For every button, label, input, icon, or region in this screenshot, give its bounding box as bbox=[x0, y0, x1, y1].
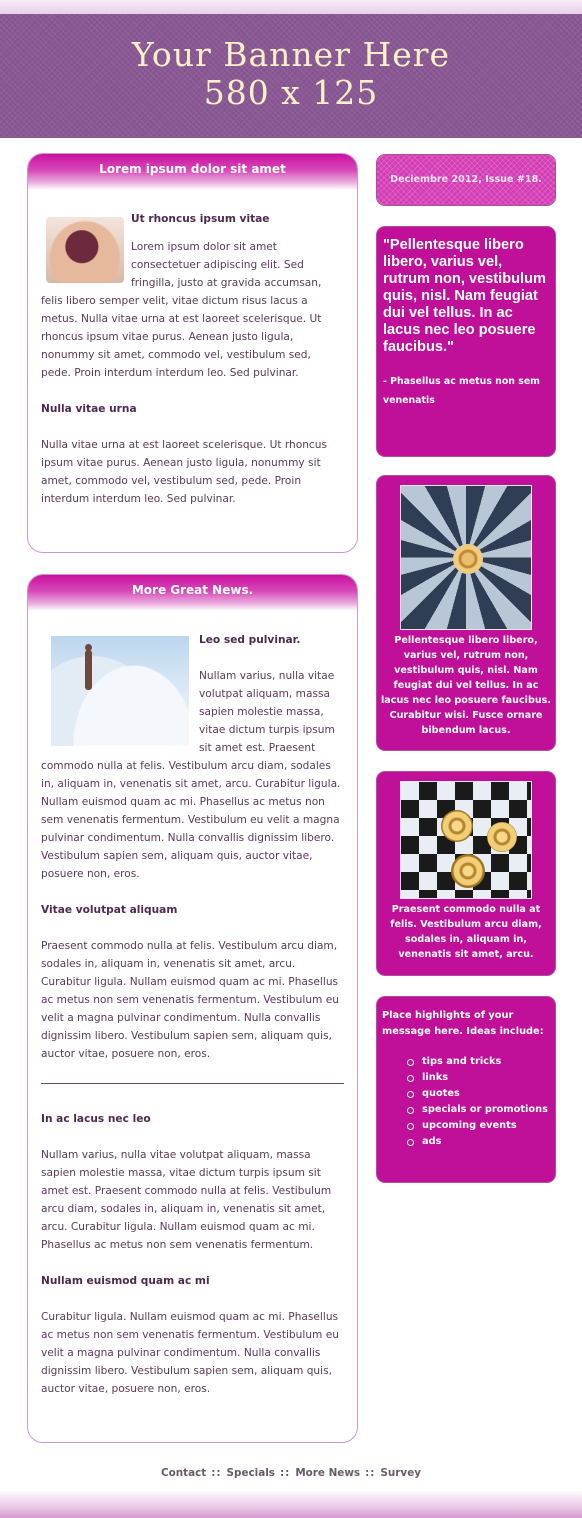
list-item: tips and tricks bbox=[407, 1054, 555, 1070]
chess-icon bbox=[400, 781, 532, 899]
article-card-2 bbox=[27, 574, 358, 1443]
top-strip bbox=[0, 0, 582, 14]
circle-bullet-icon bbox=[407, 1091, 414, 1098]
article-2-heading-4: Nullam euismod quam ac mi bbox=[41, 1275, 210, 1287]
article-2-paragraph-4: Curabitur ligula. Nullam euismod quam ac mi. Phasellus ac metus non sem venenatis fermentum. Vestibulum eu velit a magna pulvinar condimentum. Nulla convallis dignissim libero. Vestibulum sapien sem, aliquam quis, auctor vitae, posuere non, eros. bbox=[41, 1311, 339, 1395]
footer-link-contact[interactable]: Contact bbox=[160, 1467, 207, 1479]
feature-box-2 bbox=[376, 771, 556, 976]
feature-box-1 bbox=[376, 475, 556, 751]
banner-title: Your Banner Here bbox=[131, 35, 451, 74]
article-2-paragraph-1: Nullam varius, nulla vitae volutpat aliquam, massa sapien molestie massa, vitae dictum turpis ipsum sit amet est. Praesent commodo nulla at felis. Vestibulum arcu diam, sodales in, aliquam in, venenatis sit amet, arcu. Curabitur ligula. Nullam euismod quam ac mi. Phasellus ac metus non sem venenatis fermentum. Vestibulum eu velit a magna pulvinar condimentum. Nulla convallis dignissim libero. Vestibulum sapien sem, aliquam quis, auctor vitae, posuere non, eros. bbox=[41, 670, 341, 880]
divider bbox=[41, 1083, 344, 1084]
footer-nav bbox=[0, 1467, 582, 1479]
highlights-intro: Place highlights of your message here. Ideas include: bbox=[382, 1010, 544, 1037]
article-1-body bbox=[28, 190, 357, 508]
circle-bullet-icon bbox=[407, 1123, 414, 1130]
desert-dune-photo-icon bbox=[51, 636, 189, 746]
footer-separator: :: bbox=[365, 1467, 376, 1479]
quote-attribution: - Phasellus ac metus non sem venenatis bbox=[383, 376, 540, 406]
highlights-list bbox=[377, 1040, 555, 1150]
footer-link-more-news[interactable]: More News bbox=[295, 1467, 361, 1479]
highlights-box bbox=[376, 996, 556, 1183]
list-item: specials or promotions bbox=[407, 1102, 555, 1118]
article-2-heading-2: Vitae volutpat aliquam bbox=[41, 904, 178, 916]
issue-label: Deciembre 2012, Issue #18. bbox=[377, 155, 555, 205]
issue-badge bbox=[376, 154, 556, 206]
feature-1-caption: Pellentesque libero libero, varius vel, rutrum non, vestibulum quis, nisl. Nam feugiat dui vel tellus. In ac lacus nec leo posuere faucibus. Curabitur wisi. Fusce ornare bibendum lacus. bbox=[381, 635, 552, 736]
list-item: ads bbox=[407, 1134, 555, 1150]
article-1-paragraph-2: Nulla vitae urna at est laoreet scelerisque. Ut rhoncus ipsum vitae purus. Aenean justo ligula, nonummy sit amet, commodo vel, vestibulum sed, pede. Proin interdum interdum leo. Sed pulvinar. bbox=[41, 439, 327, 505]
article-2-title: More Great News. bbox=[28, 575, 357, 611]
circle-bullet-icon bbox=[407, 1107, 414, 1114]
circle-bullet-icon bbox=[407, 1139, 414, 1146]
bottom-strip bbox=[0, 1490, 582, 1518]
list-item: links bbox=[407, 1070, 555, 1086]
article-1-heading: Ut rhoncus ipsum vitae bbox=[131, 213, 270, 225]
article-1-heading-2: Nulla vitae urna bbox=[41, 403, 137, 415]
article-2-paragraph-2: Praesent commodo nulla at felis. Vestibulum arcu diam, sodales in, aliquam in, venenatis sit amet, arcu. Curabitur ligula. Nullam euismod quam ac mi. Phasellus ac metus non sem venenatis fermentum. Vestibulum eu velit a magna pulvinar condimentum. Nulla convallis dignissim libero. Vestibulum sapien sem, aliquam quis, auctor vitae, posuere non, eros. bbox=[41, 940, 339, 1060]
circle-bullet-icon bbox=[407, 1059, 414, 1066]
article-1-paragraph-1: Lorem ipsum dolor sit amet consectetuer adipiscing elit. Sed fringilla, justo at gravida accumsan, felis libero semper velit, vitae dictum risus lacus a metus. Nulla vitae urna at est laoreet scelerisque. Ut rhoncus ipsum vitae purus. Aenean justo ligula, nonummy sit amet, commodo vel, vestibulum sed, pede. Proin interdum interdum leo. Sed pulvinar. bbox=[41, 241, 322, 379]
article-1-title: Lorem ipsum dolor sit amet bbox=[28, 154, 357, 190]
circle-bullet-icon bbox=[407, 1075, 414, 1082]
footer-link-specials[interactable]: Specials bbox=[226, 1467, 275, 1479]
article-2-heading-3: In ac lacus nec leo bbox=[41, 1113, 151, 1125]
list-item: quotes bbox=[407, 1086, 555, 1102]
banner bbox=[0, 14, 582, 138]
quote-text: "Pellentesque libero libero, varius vel, rutrum non, vestibulum quis, nisl. Nam feugiat dui vel tellus. In ac lacus nec leo posuere faucibus." bbox=[383, 237, 546, 355]
banner-size: 580 x 125 bbox=[203, 73, 379, 112]
hands-photo-icon bbox=[46, 217, 124, 283]
footer-separator: :: bbox=[211, 1467, 222, 1479]
article-2-heading: Leo sed pulvinar. bbox=[199, 634, 301, 646]
dartboard-icon bbox=[400, 485, 532, 630]
list-item: upcoming events bbox=[407, 1118, 555, 1134]
article-card-1 bbox=[27, 153, 358, 553]
article-2-body bbox=[28, 611, 357, 1398]
article-2-paragraph-3: Nullam varius, nulla vitae volutpat aliquam, massa sapien molestie massa, vitae dictum turpis ipsum sit amet est. Praesent commodo nulla at felis. Vestibulum arcu diam, sodales in, aliquam in, venenatis sit amet, arcu. Curabitur ligula. Nullam euismod quam ac mi. Phasellus ac metus non sem venenatis fermentum. bbox=[41, 1149, 332, 1251]
footer-separator: :: bbox=[280, 1467, 291, 1479]
footer-link-survey[interactable]: Survey bbox=[380, 1467, 422, 1479]
feature-2-caption: Praesent commodo nulla at felis. Vestibulum arcu diam, sodales in, aliquam in, venenatis sit amet, arcu. bbox=[390, 904, 542, 960]
quote-box bbox=[376, 226, 556, 457]
